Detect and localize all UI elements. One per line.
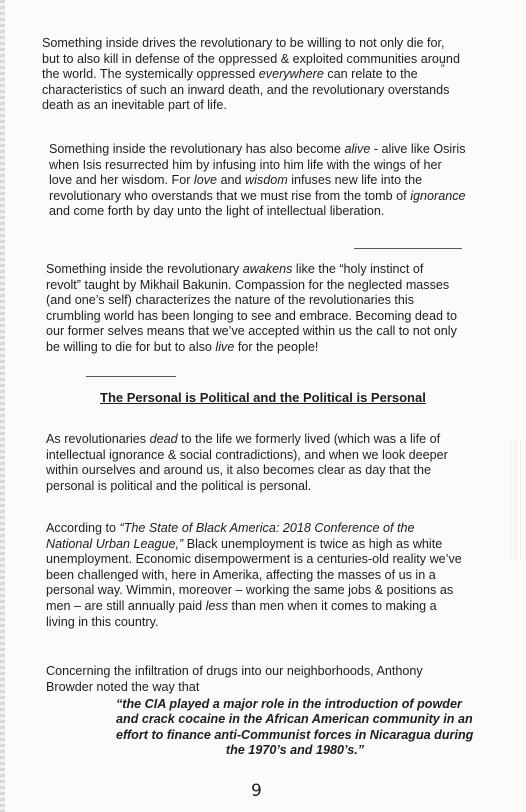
paragraph-3: Something inside the revolutionary awakens like the “holy instinct of revolt” taught by Mikhail Bakunin. Compassion for the neglected masses (and one’s self) characterizes the nature of the revolutionaries this crumbling world has been longing to see and embrace. Becoming dead to our former selves means that we’ve accepted within us the call to not only be willing to die for but to also live for the people!	[46, 262, 457, 354]
paragraph-2: Something inside the revolutionary has also become alive - alive like Osiris when Isis resurrected him by infusing into him life with the wings of her love and her wisdom. For love and wisdom infuses new life into the revolutionary who overstands that we must rise from the tomb of ignorance and come forth by day unto the light of intellectual liberation.	[49, 142, 466, 219]
stray-mark: ”	[440, 62, 444, 76]
block-quote: “the CIA played a major role in the introduction of powder and crack cocaine in the African American community in an effort to finance anti-Communist forces in Nicaragua during the 1970’s and 1980’s.”	[116, 697, 474, 758]
scan-edge-artifact	[0, 0, 5, 812]
underline-rule	[354, 248, 462, 249]
scan-specks	[506, 440, 526, 560]
section-heading: The Personal is Political and the Political is Personal	[100, 390, 426, 405]
page-number: 9	[251, 781, 262, 801]
paragraph-4: As revolutionaries dead to the life we formerly lived (which was a life of intellectual ignorance & social contradictions), and when we look deeper within ourselves and around us, it also becomes clear as day that the personal is political and the political is personal.	[46, 432, 448, 493]
block-quote-last-line: the 1970’s and 1980’s.”	[225, 743, 365, 758]
paragraph-5: According to “The State of Black America: 2018 Conference of the National Urban League,” Black unemployment is twice as high as white unemployment. Economic disempowerment is a centuries-old reality we’ve been challenged with, here in Amerika, affecting the masses of us in a personal way. Wimmin, moreover – working the same jobs & positions as men – are still annually paid less than men when it comes to making a living in this country.	[46, 521, 462, 629]
paragraph-1: Something inside drives the revolutionary to be willing to not only die for, but to also kill in defense of the oppressed & exploited communities around the world. The systemically oppressed everywhere can relate to the characteristics of such an inward death, and the revolutionary overstands death as an inevitable part of life.	[42, 36, 460, 113]
paragraph-6: Concerning the infiltration of drugs into our neighborhoods, Anthony Browder noted the way that	[46, 664, 423, 694]
scratch-rule	[86, 376, 176, 377]
